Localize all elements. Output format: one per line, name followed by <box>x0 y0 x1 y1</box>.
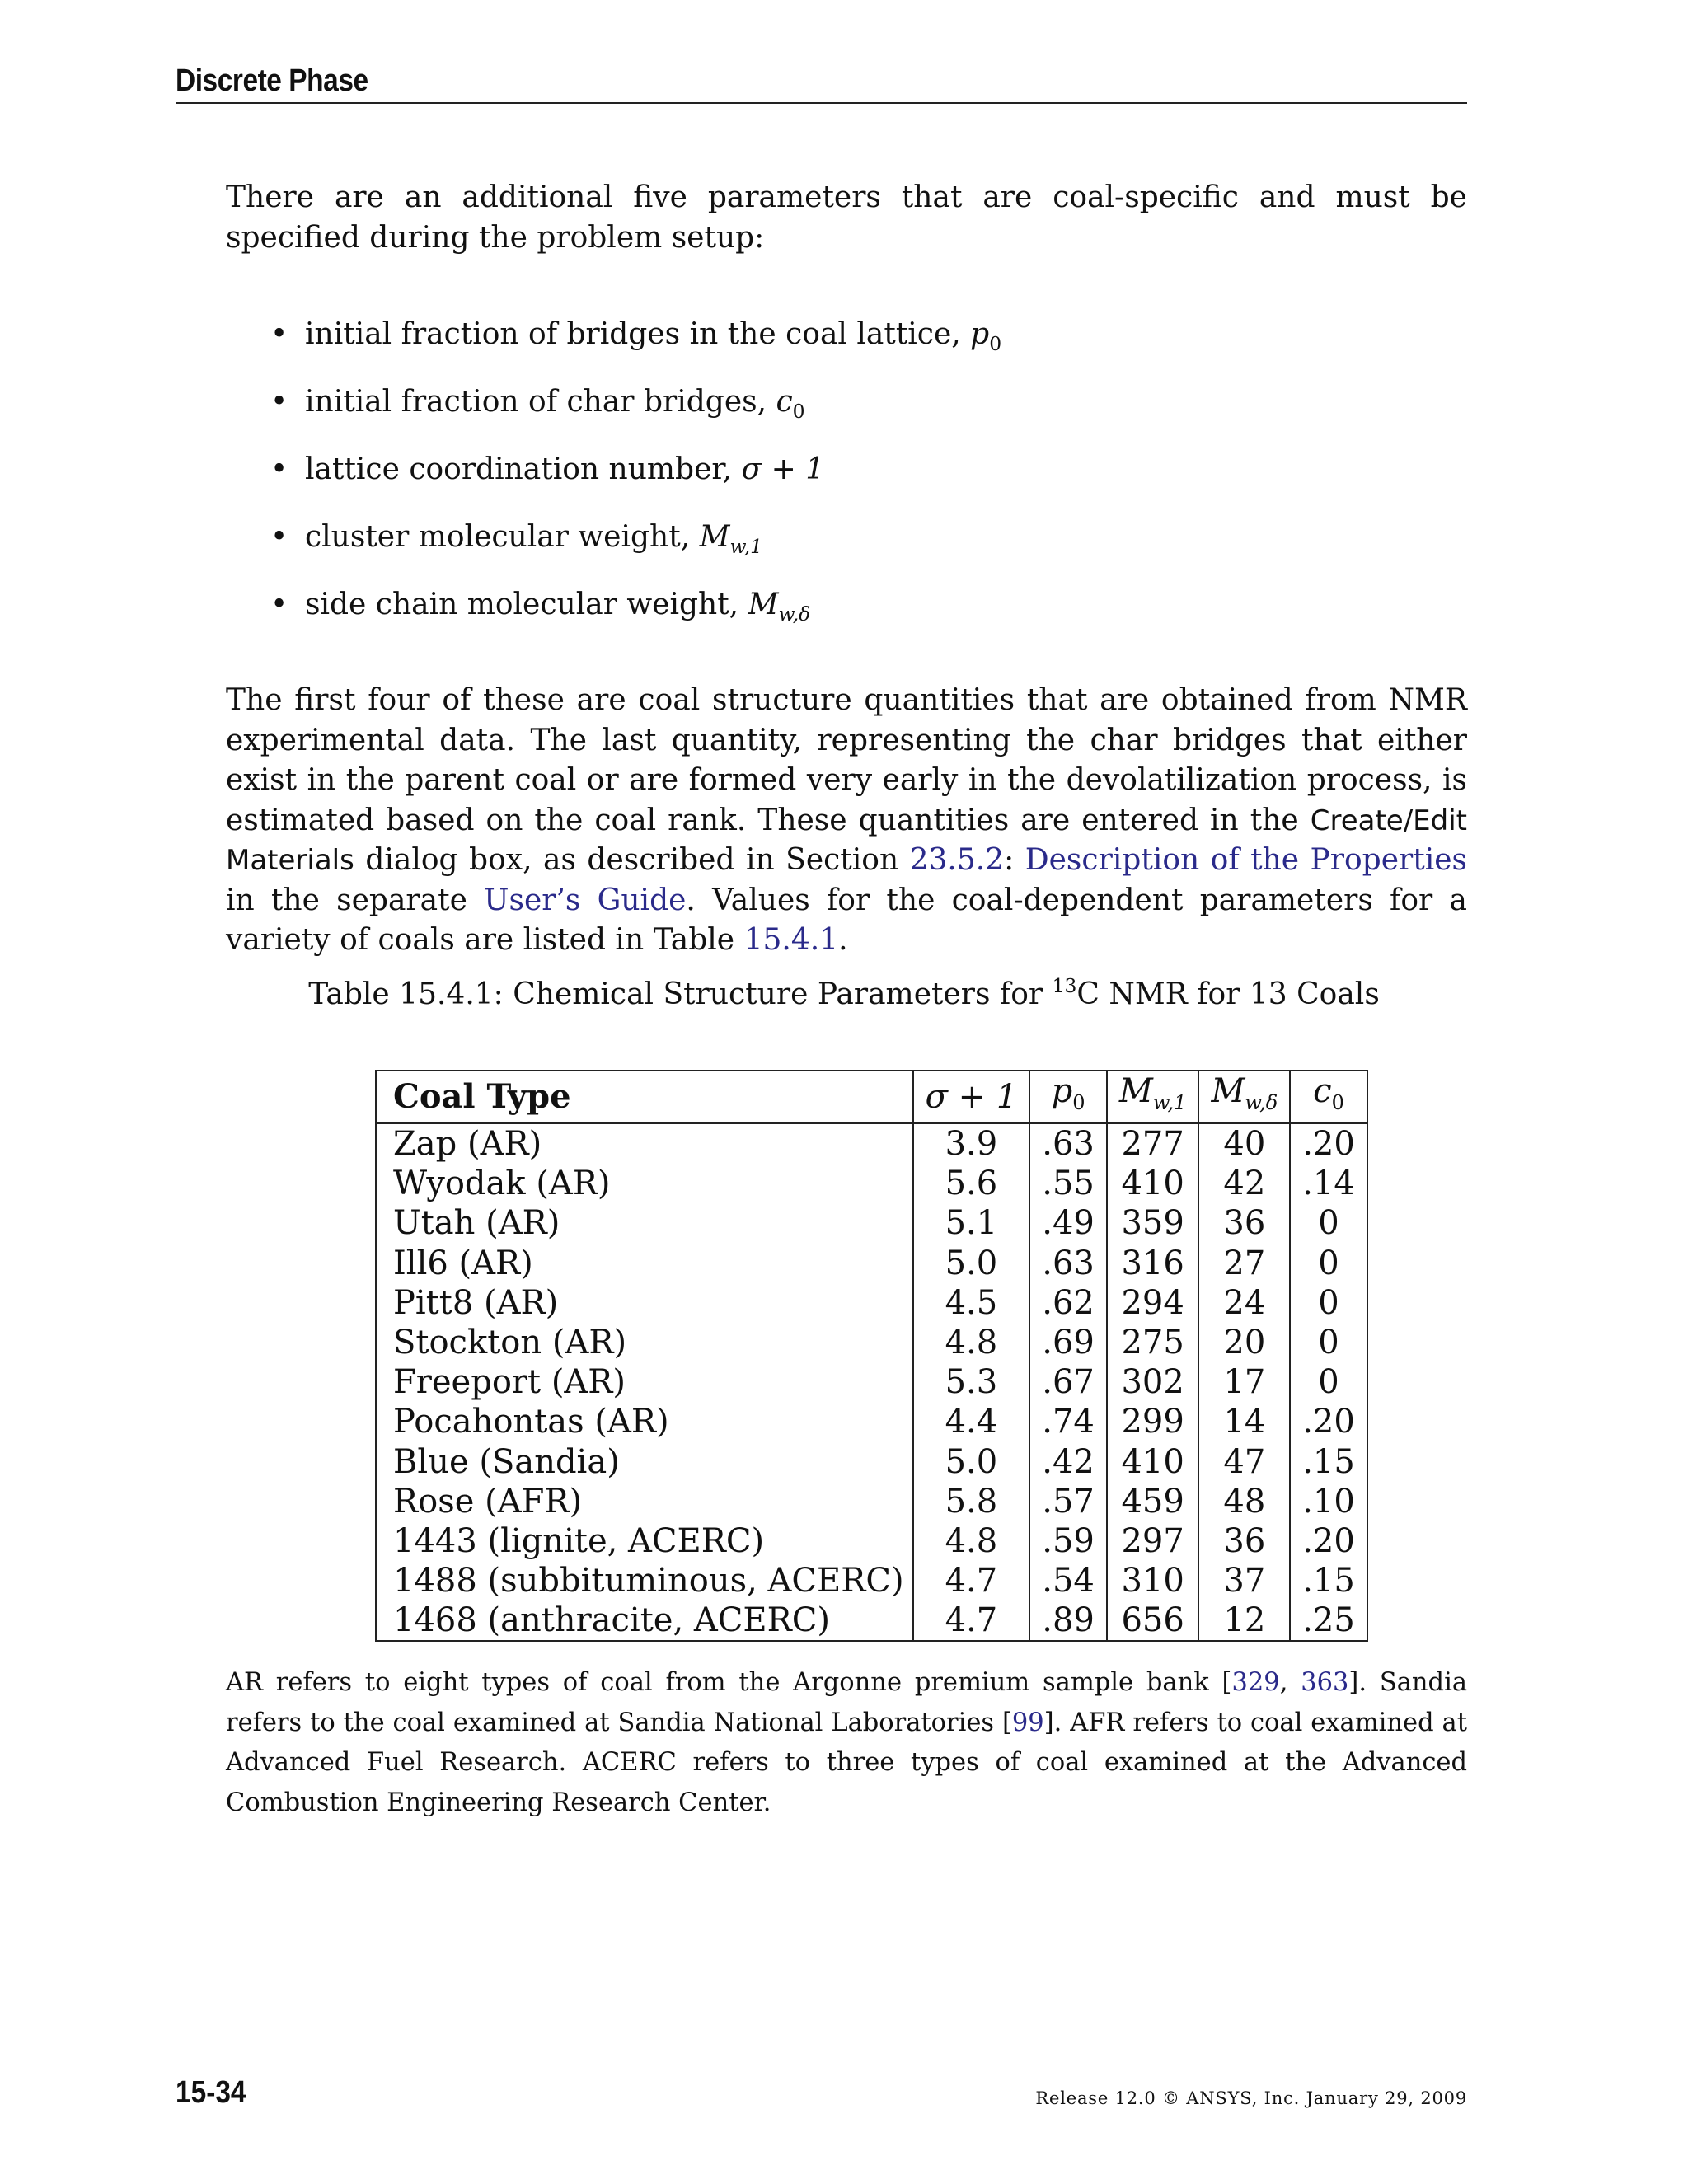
release-info: Release 12.0 © ANSYS, Inc. January 29, 2009 <box>1035 2088 1467 2108</box>
value-cell: 0 <box>1290 1283 1367 1323</box>
col-mw1: $M_{w,1}$ <box>1107 1071 1199 1123</box>
value-cell: 0 <box>1290 1323 1367 1362</box>
coal-type-cell: Pocahontas (AR) <box>376 1402 913 1441</box>
value-cell: .15 <box>1290 1442 1367 1482</box>
value-cell: .25 <box>1290 1601 1367 1641</box>
value-cell: .20 <box>1290 1123 1367 1164</box>
value-cell: 27 <box>1198 1244 1290 1283</box>
value-cell: 40 <box>1198 1123 1290 1164</box>
table-row <box>376 1521 1367 1561</box>
users-guide-link[interactable]: User’s Guide <box>484 883 687 917</box>
header-title: Discrete Phase <box>176 63 368 98</box>
table-row <box>376 1482 1367 1521</box>
value-cell: 0 <box>1290 1244 1367 1283</box>
value-cell: 5.6 <box>913 1164 1030 1203</box>
col-c0: $c_0$ <box>1290 1071 1367 1123</box>
value-cell: .67 <box>1029 1362 1107 1402</box>
table-caption: Table 15.4.1: Chemical Structure Parameters for $^{13}$C NMR for 13 Coals <box>308 973 1380 1011</box>
coal-type-cell: Blue (Sandia) <box>376 1442 913 1482</box>
table-ref-link[interactable]: 15.4.1 <box>743 923 839 957</box>
list-item: • side chain molecular weight, $M_{w,\delta}$ <box>270 585 1001 653</box>
coal-type-cell: Rose (AFR) <box>376 1482 913 1521</box>
value-cell: 36 <box>1198 1203 1290 1243</box>
table-row <box>376 1123 1367 1164</box>
list-item: • lattice coordination number, σ + 1 <box>270 450 1001 518</box>
value-cell: 359 <box>1107 1203 1199 1243</box>
value-cell: .10 <box>1290 1482 1367 1521</box>
section-title-link[interactable]: Description of the Properties <box>1025 843 1467 877</box>
value-cell: 37 <box>1198 1561 1290 1601</box>
value-cell: .49 <box>1029 1203 1107 1243</box>
intro-paragraph: There are an additional five parameters that are coal-specific and must be specified during the problem setup: <box>226 180 1467 255</box>
value-cell: 4.4 <box>913 1402 1030 1441</box>
description-paragraph: The first four of these are coal structure quantities that are obtained from NMR experimental data. The last quantity, representing the char bridges that either exist in the parent coal or are formed very early in the devolatilization process, is estimated based on the coal rank. These quantities are entered in the Create/Edit Materials dialog box, as described in Section 23.5.2: Description of the Properties in the separate User’s Guide. Values for the coal-dependent parameters for a variety of coals are listed in Table 15.4.1. <box>226 683 1467 957</box>
value-cell: 5.0 <box>913 1244 1030 1283</box>
ref-link[interactable]: 363 <box>1301 1668 1349 1697</box>
table-row <box>376 1244 1367 1283</box>
value-cell: 410 <box>1107 1442 1199 1482</box>
value-cell: 459 <box>1107 1482 1199 1521</box>
parameter-list <box>270 315 1001 653</box>
value-cell: 4.8 <box>913 1521 1030 1561</box>
value-cell: 24 <box>1198 1283 1290 1323</box>
value-cell: .74 <box>1029 1402 1107 1441</box>
value-cell: .54 <box>1029 1561 1107 1601</box>
value-cell: 12 <box>1198 1601 1290 1641</box>
coal-type-cell: Zap (AR) <box>376 1123 913 1164</box>
table-row <box>376 1164 1367 1203</box>
list-item: • initial fraction of char bridges, $c_0$ <box>270 382 1001 450</box>
value-cell: 294 <box>1107 1283 1199 1323</box>
value-cell: .15 <box>1290 1561 1367 1601</box>
value-cell: .20 <box>1290 1402 1367 1441</box>
value-cell: 410 <box>1107 1164 1199 1203</box>
page-number: 15-34 <box>176 2075 246 2110</box>
table-row <box>376 1601 1367 1641</box>
coal-type-cell: 1488 (subbituminous, ACERC) <box>376 1561 913 1601</box>
table-body <box>376 1123 1367 1641</box>
value-cell: .63 <box>1029 1244 1107 1283</box>
value-cell: 656 <box>1107 1601 1199 1641</box>
coal-type-cell: Utah (AR) <box>376 1203 913 1243</box>
value-cell: 42 <box>1198 1164 1290 1203</box>
value-cell: .42 <box>1029 1442 1107 1482</box>
value-cell: .69 <box>1029 1323 1107 1362</box>
value-cell: 48 <box>1198 1482 1290 1521</box>
table-row <box>376 1561 1367 1601</box>
dialog-name: Create/Edit Materials <box>226 804 1467 877</box>
value-cell: .63 <box>1029 1123 1107 1164</box>
value-cell: .55 <box>1029 1164 1107 1203</box>
ref-link[interactable]: 99 <box>1011 1708 1044 1737</box>
coal-parameters-table <box>375 1070 1368 1642</box>
table-row <box>376 1402 1367 1441</box>
value-cell: .89 <box>1029 1601 1107 1641</box>
value-cell: 17 <box>1198 1362 1290 1402</box>
table-row <box>376 1283 1367 1323</box>
table-row <box>376 1323 1367 1362</box>
value-cell: 20 <box>1198 1323 1290 1362</box>
value-cell: 5.1 <box>913 1203 1030 1243</box>
page-header <box>176 64 1467 104</box>
table-note: AR refers to eight types of coal from the Argonne premium sample bank [329, 363]. Sandia refers to the coal examined at Sandia National Laboratories [99]. AFR refers to coal examined at Advanced Fuel Research. ACERC refers to three types of coal examined at the Advanced Combustion Engineering Research Center. <box>226 1668 1468 1817</box>
value-cell: 299 <box>1107 1402 1199 1441</box>
coal-type-cell: 1468 (anthracite, ACERC) <box>376 1601 913 1641</box>
value-cell: 5.8 <box>913 1482 1030 1521</box>
value-cell: 36 <box>1198 1521 1290 1561</box>
value-cell: 310 <box>1107 1561 1199 1601</box>
list-item: • cluster molecular weight, $M_{w,1}$ <box>270 518 1001 585</box>
list-item: • initial fraction of bridges in the coal lattice, $p_0$ <box>270 315 1001 382</box>
value-cell: 302 <box>1107 1362 1199 1402</box>
coal-type-cell: Freeport (AR) <box>376 1362 913 1402</box>
value-cell: 0 <box>1290 1362 1367 1402</box>
table-row <box>376 1362 1367 1402</box>
value-cell: .59 <box>1029 1521 1107 1561</box>
value-cell: 47 <box>1198 1442 1290 1482</box>
value-cell: .57 <box>1029 1482 1107 1521</box>
value-cell: 5.0 <box>913 1442 1030 1482</box>
col-p0: $p_0$ <box>1029 1071 1107 1123</box>
coal-type-cell: 1443 (lignite, ACERC) <box>376 1521 913 1561</box>
coal-type-cell: Wyodak (AR) <box>376 1164 913 1203</box>
value-cell: 4.7 <box>913 1561 1030 1601</box>
value-cell: 14 <box>1198 1402 1290 1441</box>
value-cell: 297 <box>1107 1521 1199 1561</box>
coal-type-cell: Pitt8 (AR) <box>376 1283 913 1323</box>
coal-type-cell: Stockton (AR) <box>376 1323 913 1362</box>
value-cell: 4.7 <box>913 1601 1030 1641</box>
value-cell: 275 <box>1107 1323 1199 1362</box>
value-cell: .20 <box>1290 1521 1367 1561</box>
section-number-link[interactable]: 23.5.2 <box>909 843 1005 877</box>
value-cell: 4.8 <box>913 1323 1030 1362</box>
col-sigma: σ + 1 <box>913 1071 1030 1123</box>
ref-link[interactable]: 329 <box>1231 1668 1280 1697</box>
col-coal-type: Coal Type <box>376 1071 913 1123</box>
table-header-row <box>376 1071 1367 1123</box>
value-cell: 4.5 <box>913 1283 1030 1323</box>
table-row <box>376 1442 1367 1482</box>
value-cell: 277 <box>1107 1123 1199 1164</box>
value-cell: .62 <box>1029 1283 1107 1323</box>
value-cell: 5.3 <box>913 1362 1030 1402</box>
value-cell: 316 <box>1107 1244 1199 1283</box>
table-row <box>376 1203 1367 1243</box>
value-cell: .14 <box>1290 1164 1367 1203</box>
value-cell: 3.9 <box>913 1123 1030 1164</box>
value-cell: 0 <box>1290 1203 1367 1243</box>
col-mwd: $M_{w,\delta}$ <box>1198 1071 1290 1123</box>
coal-type-cell: Ill6 (AR) <box>376 1244 913 1283</box>
